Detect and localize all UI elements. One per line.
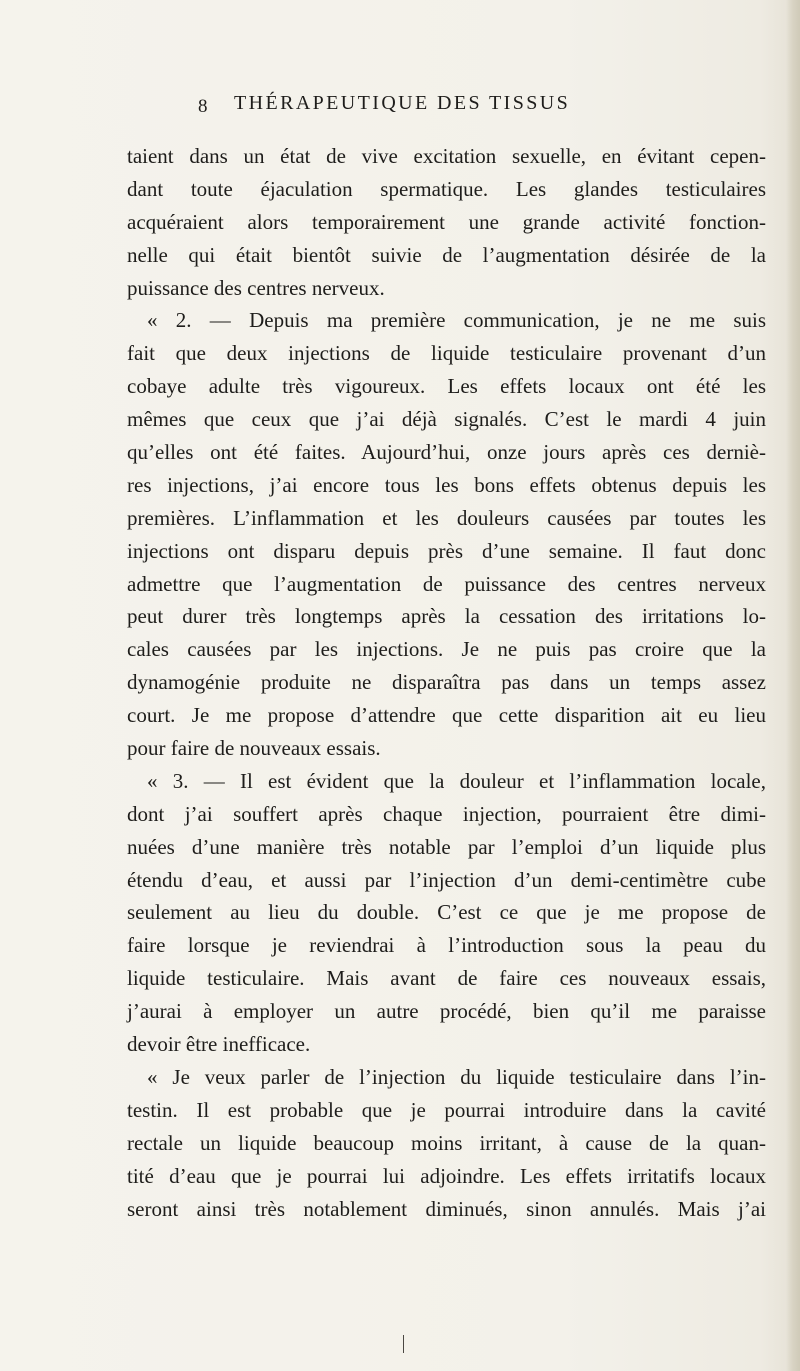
text-line: étendu d’eau, et aussi par l’injection d’un demi-centimètre cube [127,867,766,892]
page-edge-shadow [786,0,800,1371]
body-text [127,140,766,1225]
ink-mark [403,1335,404,1353]
text-line: nuées d’une manière très notable par l’emploi d’un liquide plus [127,834,766,859]
text-line: acquéraient alors temporairement une grande activité fonction- [127,209,766,234]
text-line: pour faire de nouveaux essais. [127,736,381,761]
text-line: fait que deux injections de liquide testiculaire provenant d’un [127,341,766,366]
text-line: mêmes que ceux que j’ai déjà signalés. C’est le mardi 4 juin [127,407,766,432]
page-number: 8 [198,96,209,117]
text-line: j’aurai à employer un autre procédé, bien qu’il me paraisse [127,999,766,1024]
text-line: premières. L’inflammation et les douleurs causées par toutes les [127,505,766,530]
text-line: dont j’ai souffert après chaque injection, pourraient être dimi- [127,801,766,826]
text-line: peut durer très longtemps après la cessation des irritations lo- [127,604,766,629]
text-line: dynamogénie produite ne disparaîtra pas dans un temps assez [127,670,766,695]
text-line: faire lorsque je reviendrai à l’introduction sous la peau du [127,933,766,958]
running-title: THÉRAPEUTIQUE DES TISSUS [234,92,571,114]
text-line: rectale un liquide beaucoup moins irritant, à cause de la quan- [127,1130,766,1155]
running-header [0,92,800,122]
text-line: « 2. — Depuis ma première communication, je ne me suis [147,308,766,333]
text-line: court. Je me propose d’attendre que cette disparition ait eu lieu [127,703,766,728]
text-line: res injections, j’ai encore tous les bons effets obtenus depuis les [127,472,766,497]
text-line: qu’elles ont été faites. Aujourd’hui, onze jours après ces derniè- [127,440,766,465]
text-line: injections ont disparu depuis près d’une semaine. Il faut donc [127,538,766,563]
text-line: « Je veux parler de l’injection du liquide testiculaire dans l’in- [147,1064,766,1089]
text-line: dant toute éjaculation spermatique. Les glandes testiculaires [127,176,766,201]
text-line: seulement au lieu du double. C’est ce que je me propose de [127,900,766,925]
text-line: cobaye adulte très vigoureux. Les effets locaux ont été les [127,374,766,399]
text-line: testin. Il est probable que je pourrai introduire dans la cavité [127,1097,766,1122]
text-line: liquide testiculaire. Mais avant de faire ces nouveaux essais, [127,966,766,991]
text-line: admettre que l’augmentation de puissance des centres nerveux [127,571,766,596]
text-line: puissance des centres nerveux. [127,275,385,300]
text-line: tité d’eau que je pourrai lui adjoindre. Les effets irritatifs locaux [127,1163,766,1188]
text-line: taient dans un état de vive excitation sexuelle, en évitant cepen- [127,144,766,168]
text-line: seront ainsi très notablement diminués, sinon annulés. Mais j’ai [127,1196,766,1221]
text-line: nelle qui était bientôt suivie de l’augmentation désirée de la [127,242,766,267]
text-line: « 3. — Il est évident que la douleur et l’inflammation locale, [147,768,766,793]
text-line: devoir être inefficace. [127,1032,311,1057]
text-line: cales causées par les injections. Je ne puis pas croire que la [127,637,766,662]
